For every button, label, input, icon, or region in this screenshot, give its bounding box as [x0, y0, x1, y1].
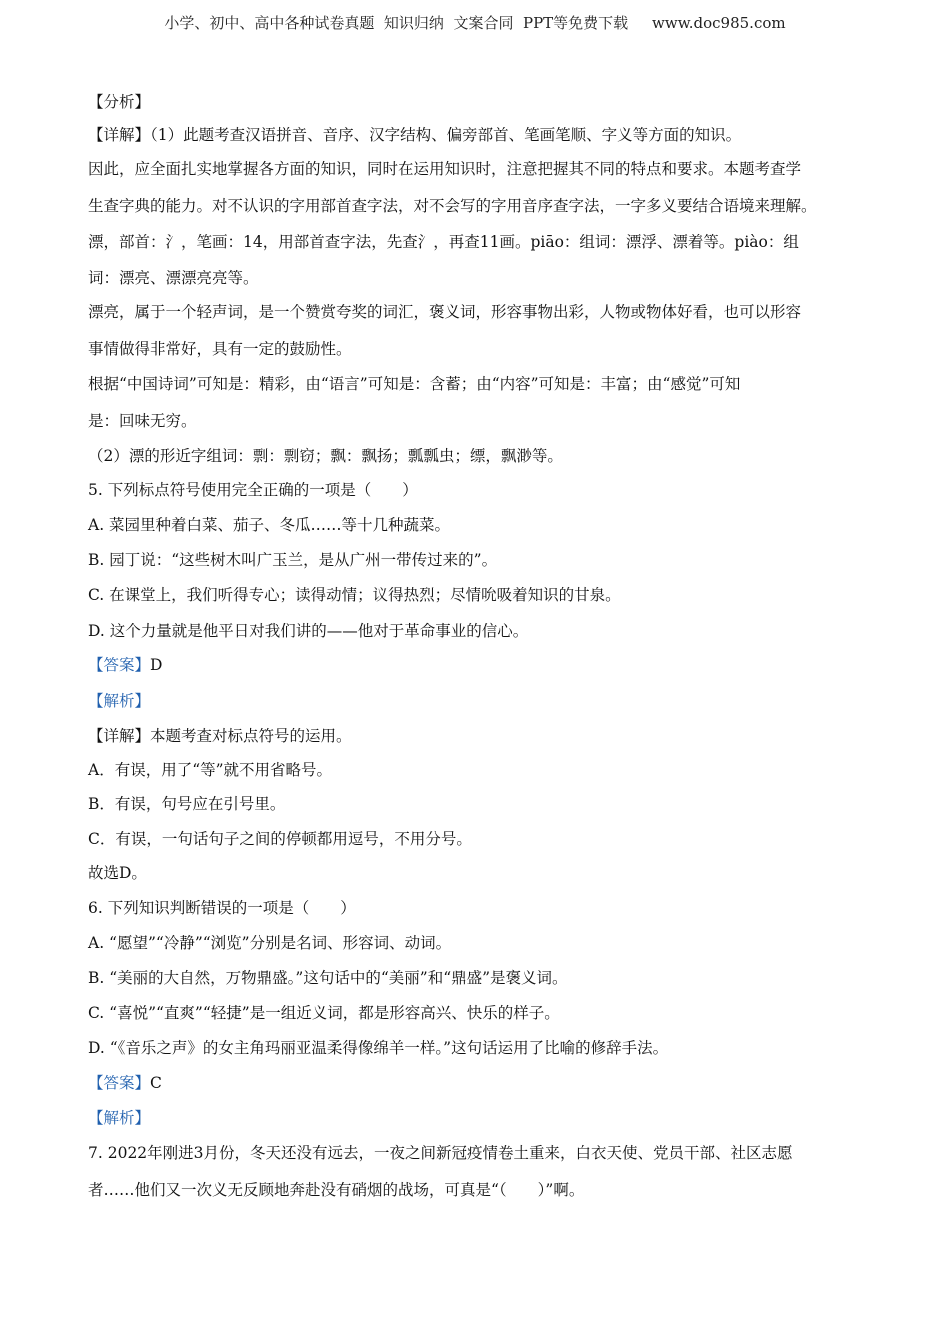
detail-tag: 【详解】 — [88, 126, 151, 144]
text-line: 漂，部首：氵，笔画：14，用部首查字法，先查氵，再查11画。piāo：组词：漂浮、漂着等。piào：组 — [88, 233, 799, 251]
q5-analysis-tag: 【解析】 — [88, 692, 151, 710]
q6-analysis-tag: 【解析】 — [88, 1109, 151, 1127]
page-header: 小学、初中、高中各种试卷真题 知识归纳 文案合同 PPT等免费下载 www.doc985.com — [164, 14, 786, 32]
text-line: 因此，应全面扎实地掌握各方面的知识，同时在运用知识时，注意把握其不同的特点和要求。本题考查学 — [88, 160, 802, 178]
text-line: （2）漂的形近字组词：剽：剽窃；飘：飘扬；瓢瓢虫；缥，飘渺等。 — [88, 447, 563, 465]
question-7-cont: 者……他们又一次义无反顾地奔赴没有硝烟的战场，可真是“（ ）”啊。 — [88, 1181, 585, 1199]
text-line: 漂亮，属于一个轻声词，是一个赞赏夸奖的词汇，褒义词，形容事物出彩，人物或物体好看，也可以形容 — [88, 303, 802, 321]
text-line: 根据“中国诗词”可知是：精彩，由“语言”可知是：含蓄；由“内容”可知是：丰富；由“感觉”可知 — [88, 375, 741, 393]
q6-option-d: D. “《音乐之声》的女主角玛丽亚温柔得像绵羊一样。”这句话运用了比喻的修辞手法。 — [88, 1039, 669, 1057]
q5-detail — [88, 726, 352, 746]
answer-value: D — [150, 656, 163, 674]
detail-text: （1）此题考查汉语拼音、音序、汉字结构、偏旁部首、笔画笔顺、字义等方面的知识。 — [150, 126, 742, 144]
question-5: 5. 下列标点符号使用完全正确的一项是（ ） — [88, 481, 418, 499]
q5-explain-c: C．有误，一句话句子之间的停顿都用逗号，不用分号。 — [88, 830, 472, 848]
text-line: 词：漂亮、漂漂亮亮等。 — [88, 269, 259, 287]
question-7: 7. 2022年刚进3月份，冬天还没有远去，一夜之间新冠疫情卷土重来，白衣天使、党员干部、社区志愿 — [88, 1144, 793, 1162]
q6-option-b: B. “美丽的大自然，万物鼎盛。”这句话中的“美丽”和“鼎盛”是褒义词。 — [88, 969, 568, 987]
q6-option-c: C. “喜悦”“直爽”“轻捷”是一组近义词，都是形容高兴、快乐的样子。 — [88, 1004, 560, 1022]
q5-option-c: C. 在课堂上，我们听得专心；读得动情；议得热烈；尽情吮吸着知识的甘泉。 — [88, 586, 621, 604]
answer-tag: 【答案】 — [88, 1074, 151, 1092]
detail-paragraph-1 — [88, 125, 741, 145]
text-line: 生查字典的能力。对不认识的字用部首查字法，对不会写的字用音序查字法，一字多义要结合语境来理解。 — [88, 197, 817, 215]
q5-explain-a: A．有误，用了“等”就不用省略号。 — [88, 761, 333, 779]
analysis-tag: 【分析】 — [88, 93, 151, 111]
detail-tag: 【详解】 — [88, 727, 151, 745]
detail-text: 本题考查对标点符号的运用。 — [150, 727, 352, 745]
text-line: 是：回味无穷。 — [88, 412, 197, 430]
q5-choice: 故选D。 — [88, 864, 147, 882]
q6-option-a: A. “愿望”“冷静”“浏览”分别是名词、形容词、动词。 — [88, 934, 452, 952]
question-6: 6. 下列知识判断错误的一项是（ ） — [88, 899, 356, 917]
q5-option-a: A. 菜园里种着白菜、茄子、冬瓜……等十几种蔬菜。 — [88, 516, 451, 534]
answer-value: C — [150, 1074, 162, 1092]
q5-answer — [88, 655, 162, 675]
q5-explain-b: B．有误，句号应在引号里。 — [88, 795, 286, 813]
q5-option-b: B. 园丁说：“这些树木叫广玉兰，是从广州一带传过来的”。 — [88, 551, 498, 569]
q5-option-d: D. 这个力量就是他平日对我们讲的——他对于革命事业的信心。 — [88, 622, 529, 640]
text-line: 事情做得非常好，具有一定的鼓励性。 — [88, 340, 352, 358]
q6-answer — [88, 1073, 162, 1093]
answer-tag: 【答案】 — [88, 656, 151, 674]
